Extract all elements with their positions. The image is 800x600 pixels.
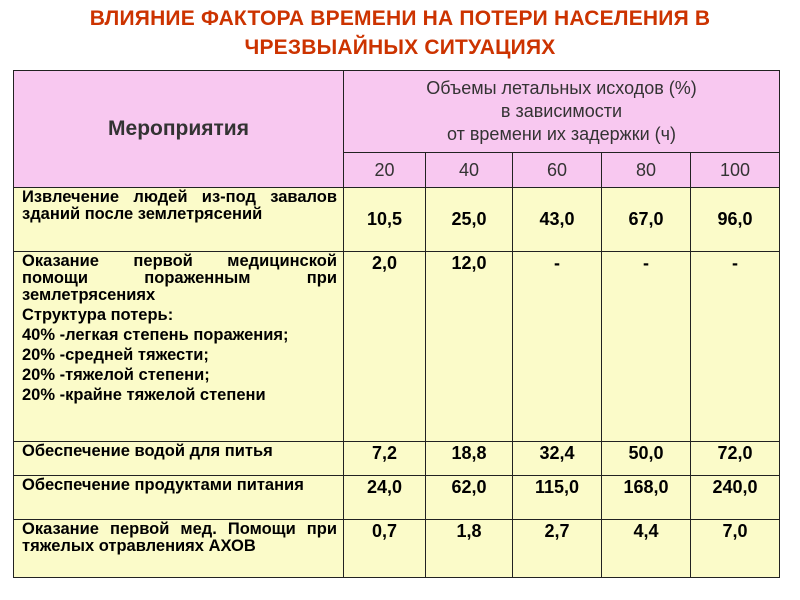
header-hours-60: 60 [513, 153, 602, 188]
table-cell: 72,0 [691, 442, 780, 476]
table-cell: 24,0 [344, 476, 426, 520]
table-cell: 32,4 [513, 442, 602, 476]
table-cell: 18,8 [426, 442, 513, 476]
table-cell: 240,0 [691, 476, 780, 520]
table-cell: 7,0 [691, 520, 780, 578]
table-cell: - [513, 252, 602, 442]
header-hours-20: 20 [344, 153, 426, 188]
table-cell: 1,8 [426, 520, 513, 578]
structure-item: 40% -легкая степень поражения; [22, 326, 289, 344]
structure-title: Структура потерь: [22, 306, 174, 324]
table-row [14, 476, 780, 520]
title-line-2: ЧРЕЗВЫАЙНЫХ СИТУАЦИЯХ [244, 36, 556, 59]
table-row [14, 188, 780, 252]
header-group-line-2: в зависимости [500, 101, 623, 121]
table-cell: 10,5 [344, 188, 426, 252]
row-label-text: Оказание первой медицинской помощи пораженным при землетрясениях [22, 252, 337, 304]
table-cell: 43,0 [513, 188, 602, 252]
structure-item: 20% -тяжелой степени; [22, 366, 210, 384]
header-hours-80: 80 [602, 153, 691, 188]
header-hours-100: 100 [691, 153, 780, 188]
row-label [14, 252, 344, 442]
table-cell: 50,0 [602, 442, 691, 476]
structure-item: 20% -средней тяжести; [22, 346, 209, 364]
table-row [14, 520, 780, 578]
header-group-line-1: Объемы летальных исходов (%) [426, 78, 697, 98]
row-label: Извлечение людей из-под завалов зданий после землетрясений [14, 188, 344, 252]
table-cell: 2,0 [344, 252, 426, 442]
row-label: Оказание первой мед. Помощи при тяжелых отравлениях АХОВ [14, 520, 344, 578]
table-cell: 168,0 [602, 476, 691, 520]
table-cell: 4,4 [602, 520, 691, 578]
header-hours-40: 40 [426, 153, 513, 188]
table-cell: 25,0 [426, 188, 513, 252]
table-cell: 2,7 [513, 520, 602, 578]
page-title [0, 4, 800, 62]
row-label: Обеспечение водой для питья [14, 442, 344, 476]
table-cell: 7,2 [344, 442, 426, 476]
table-row [14, 252, 780, 442]
structure-item: 20% -крайне тяжелой степени [22, 386, 266, 404]
table-cell: 115,0 [513, 476, 602, 520]
table-cell: 12,0 [426, 252, 513, 442]
table-cell: - [602, 252, 691, 442]
header-lethal-volumes [344, 71, 780, 153]
table-cell: - [691, 252, 780, 442]
title-line-1: ВЛИЯНИЕ ФАКТОРА ВРЕМЕНИ НА ПОТЕРИ НАСЕЛЕНИЯ В [89, 7, 711, 30]
header-group-line-3: от времени их задержки (ч) [447, 124, 677, 144]
losses-table [13, 70, 780, 578]
table-row [14, 442, 780, 476]
table-cell: 0,7 [344, 520, 426, 578]
row-label: Обеспечение продуктами питания [14, 476, 344, 520]
table-cell: 67,0 [602, 188, 691, 252]
table-cell: 96,0 [691, 188, 780, 252]
header-measures: Мероприятия [14, 71, 344, 188]
table-cell: 62,0 [426, 476, 513, 520]
